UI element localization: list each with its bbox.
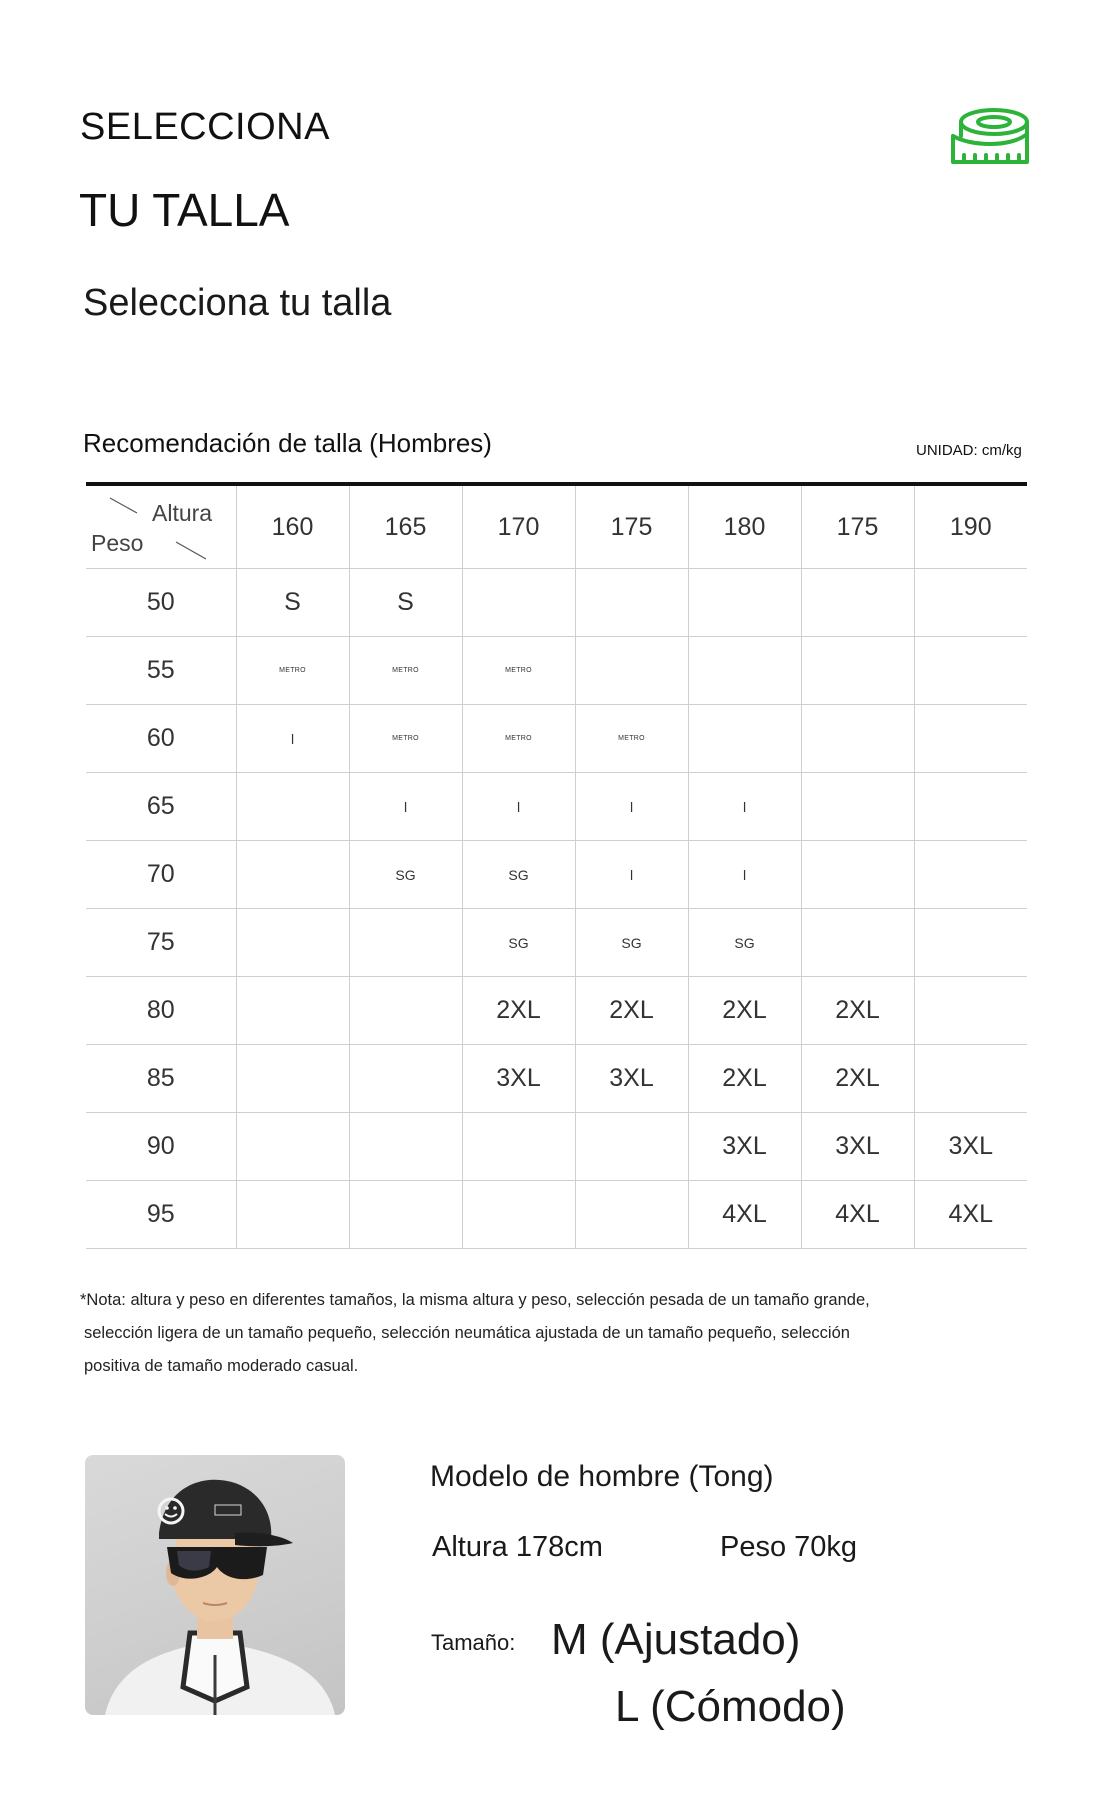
size-cell: METRO [236,637,349,705]
size-cell [462,1181,575,1249]
height-header: 160 [236,484,349,569]
size-cell [349,1045,462,1113]
section-subtitle: Selecciona tu talla [83,282,392,324]
size-cell: 3XL [688,1113,801,1181]
size-cell [236,841,349,909]
size-cell [688,705,801,773]
table-row [86,1113,1027,1181]
height-axis-label: Altura [152,500,213,526]
size-cell [236,1181,349,1249]
size-cell: METRO [349,637,462,705]
size-cell: SG [462,909,575,977]
size-cell: SG [688,909,801,977]
height-header: 180 [688,484,801,569]
model-weight: Peso 70kg [720,1531,858,1563]
table-row [86,977,1027,1045]
size-cell [236,1045,349,1113]
size-cell: 3XL [462,1045,575,1113]
corner-cell [86,484,236,569]
table-row [86,909,1027,977]
size-cell [236,977,349,1045]
size-cell: l [236,705,349,773]
measuring-tape-icon [950,106,1030,172]
size-cell [575,1113,688,1181]
size-cell [236,909,349,977]
model-illustration [85,1455,345,1715]
size-cell: l [688,841,801,909]
size-cell [914,977,1027,1045]
size-cell [914,569,1027,637]
size-cell [236,773,349,841]
model-size-comfort: L (Cómodo) [615,1682,846,1731]
size-cell: 3XL [575,1045,688,1113]
size-cell: METRO [462,637,575,705]
size-cell [801,773,914,841]
note-line: *Nota: altura y peso en diferentes tamaños, la misma altura y peso, selección pesada de un tamaño grande, [80,1291,870,1309]
size-chart-table [86,482,1027,1249]
size-cell: 3XL [914,1113,1027,1181]
page-title-line-1: SELECCIONA [80,106,330,148]
size-cell: SG [349,841,462,909]
size-cell: l [462,773,575,841]
model-height: Altura 178cm [432,1531,603,1563]
height-header: 175 [575,484,688,569]
size-note [80,1284,980,1383]
size-cell [688,637,801,705]
size-cell [914,705,1027,773]
model-size-fitted: M (Ajustado) [551,1615,801,1664]
size-cell: l [349,773,462,841]
size-table-heading: Recomendación de talla (Hombres) [83,428,492,458]
size-cell: 4XL [914,1181,1027,1249]
size-cell [801,909,914,977]
weight-cell: 75 [86,909,236,977]
size-cell [349,909,462,977]
table-row [86,569,1027,637]
size-cell [801,637,914,705]
size-cell [575,637,688,705]
size-cell [462,1113,575,1181]
header-row [86,484,1027,569]
size-cell: METRO [462,705,575,773]
size-cell: 2XL [801,1045,914,1113]
model-title: Modelo de hombre (Tong) [430,1460,774,1493]
size-cell [575,569,688,637]
size-table-body [86,569,1027,1249]
size-cell [801,569,914,637]
size-cell: 2XL [688,1045,801,1113]
size-cell: l [688,773,801,841]
model-photo [85,1455,345,1715]
table-row [86,773,1027,841]
size-cell: l [575,841,688,909]
weight-cell: 60 [86,705,236,773]
size-cell: SG [575,909,688,977]
size-cell: SG [462,841,575,909]
size-cell: 2XL [462,977,575,1045]
size-cell [575,1181,688,1249]
size-cell [349,1113,462,1181]
table-row [86,637,1027,705]
size-cell: 2XL [688,977,801,1045]
size-cell [349,977,462,1045]
table-row [86,1181,1027,1249]
weight-cell: 85 [86,1045,236,1113]
size-cell [914,841,1027,909]
height-header: 170 [462,484,575,569]
unit-label: UNIDAD: cm/kg [916,442,1022,459]
height-header: 190 [914,484,1027,569]
size-cell [914,637,1027,705]
size-cell [801,705,914,773]
model-size-label: Tamaño: [431,1630,516,1655]
size-cell: S [349,569,462,637]
weight-cell: 70 [86,841,236,909]
size-cell: METRO [349,705,462,773]
weight-cell: 95 [86,1181,236,1249]
size-cell: 3XL [801,1113,914,1181]
table-row [86,705,1027,773]
size-cell [349,1181,462,1249]
table-row [86,841,1027,909]
page-title-line-2: TU TALLA [79,184,290,236]
weight-axis-label: Peso [91,530,144,556]
size-cell [914,773,1027,841]
size-cell: 4XL [688,1181,801,1249]
weight-cell: 80 [86,977,236,1045]
weight-cell: 90 [86,1113,236,1181]
size-cell: 2XL [575,977,688,1045]
weight-cell: 50 [86,569,236,637]
note-line: positiva de tamaño moderado casual. [84,1357,359,1375]
size-cell [462,569,575,637]
size-cell: 2XL [801,977,914,1045]
size-cell [914,1045,1027,1113]
height-header: 165 [349,484,462,569]
size-cell: 4XL [801,1181,914,1249]
weight-cell: 65 [86,773,236,841]
size-cell [236,1113,349,1181]
weight-cell: 55 [86,637,236,705]
size-cell: S [236,569,349,637]
size-cell: l [575,773,688,841]
size-cell [914,909,1027,977]
height-header: 175 [801,484,914,569]
table-row [86,1045,1027,1113]
note-line: selección ligera de un tamaño pequeño, selección neumática ajustada de un tamaño pequeño, selección [84,1324,850,1342]
size-cell: METRO [575,705,688,773]
size-cell [801,841,914,909]
size-cell [688,569,801,637]
